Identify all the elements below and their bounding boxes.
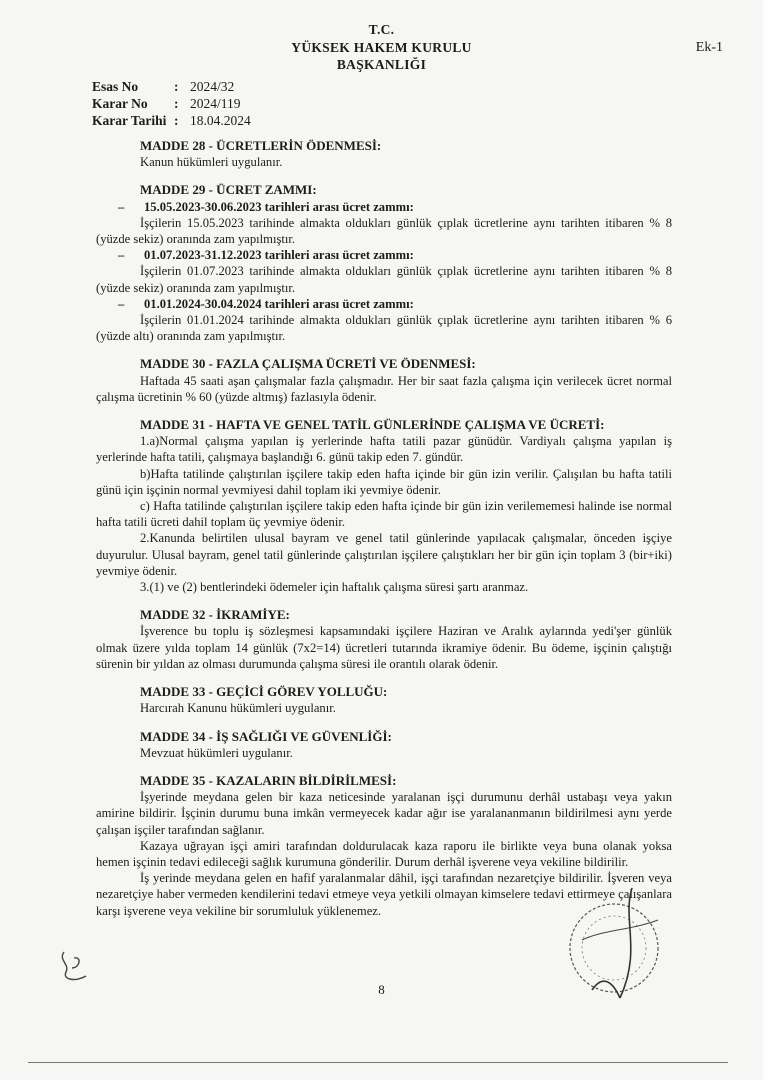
item-title: 01.07.2023-31.12.2023 tarihleri arası ücret zammı: bbox=[144, 248, 414, 263]
article-29-item-2-text: İşçilerin 01.07.2023 tarihinde almakta oldukları günlük çıplak ücretlerine aynı tarihten itibaren % 8 (yüzde sekiz) oranında zam yapılmıştır. bbox=[96, 264, 672, 295]
meta-colon: : bbox=[174, 113, 179, 128]
article-29-item-1-text: İşçilerin 15.05.2023 tarihinde almakta oldukları günlük çıplak ücretlerine aynı tarihten itibaren % 8 (yüzde sekiz) oranında zam yapılmıştır. bbox=[96, 215, 672, 247]
meta-row-karar bbox=[92, 95, 251, 112]
header-tc: T.C. bbox=[368, 22, 395, 37]
meta-key: Karar Tarihi bbox=[92, 113, 167, 128]
article-29-item-1-title: – 15.05.2023-30.06.2023 tarihleri arası ücret zammı: bbox=[118, 199, 414, 214]
article-34-text: Mevzuat hükümleri uygulanır. bbox=[140, 745, 293, 760]
page-number: 8 bbox=[378, 982, 385, 997]
article-29-item-2-title: – 01.07.2023-31.12.2023 tarihleri arası ücret zammı: bbox=[118, 248, 414, 263]
article-35-para-2: Kazaya uğrayan işçi amiri tarafından doldurulacak kaza raporu ile birlikte veya buna olanak yoksa hemen işçinin tedavi edileceği sağlık kurumuna gönderilir. Durum derhâl işverene veya vekiline bildirilir. bbox=[96, 838, 672, 869]
article-31-para-3: c) Hafta tatilinde çalıştırılan işçilere takip eden hafta içinde bir gün izin verilememesi halinde ise normal hafta tatili ücreti dahil toplam üç yevmiye ödenir. bbox=[96, 499, 672, 530]
document-body bbox=[96, 138, 672, 919]
article-32-text: İşverence bu toplu iş sözleşmesi kapsamındaki işçilere Haziran ve Aralık aylarında yedi'şer günlük olmak üzere yılda toplam 14 günlük (7x2=14) ücretleri tutarında ikramiye ödenir. Bu ödeme, işçinin çalıştığı sürenin bir yıldan az olması durumunda çalışma süresi ile orantılı olarak ödenir. bbox=[96, 624, 672, 671]
footer-divider bbox=[28, 1062, 728, 1063]
article-31-para-5: 3.(1) ve (2) bentlerindeki ödemeler için haftalık çalışma süresi şartı aranmaz. bbox=[140, 580, 529, 595]
meta-value: 2024/119 bbox=[190, 96, 241, 111]
meta-row-tarih bbox=[92, 112, 251, 129]
annex-label: Ek-1 bbox=[695, 40, 723, 55]
meta-key: Karar No bbox=[92, 96, 148, 111]
article-32-title: MADDE 32 - İKRAMİYE: bbox=[140, 607, 290, 623]
article-35-title: MADDE 35 - KAZALARIN BİLDİRİLMESİ: bbox=[140, 772, 397, 788]
initials-signature-icon bbox=[56, 946, 96, 986]
meta-colon: : bbox=[174, 96, 179, 111]
article-28-title: MADDE 28 - ÜCRETLERİN ÖDENMESİ: bbox=[140, 138, 382, 153]
article-33-title: MADDE 33 - GEÇİCİ GÖREV YOLLUĞU: bbox=[140, 684, 388, 700]
article-35-para-3: İş yerinde meydana gelen en hafif yaralanmalar dâhil, işçi tarafından nezaretçiye bildirilir. İşveren veya nezaretçiye haber vermeden kendilerini tedavi etmeye veya yetkili olmayan kimselere tedavi ettirmeye çalışanlara karşı işverene veya vekiline bir sorumluluk yüklenemez. bbox=[96, 871, 672, 918]
meta-value: 18.04.2024 bbox=[190, 113, 251, 128]
article-30-text: Haftada 45 saati aşan çalışmalar fazla çalışmadır. Her bir saat fazla çalışma için verilecek ücret normal çalışma ücretinin % 60 (yüzde altmış) fazlasıyla ödenir. bbox=[96, 373, 672, 404]
article-30-title: MADDE 30 - FAZLA ÇALIŞMA ÜCRETİ VE ÖDENMESİ: bbox=[140, 356, 476, 372]
article-29-item-3-title: – 01.01.2024-30.04.2024 tarihleri arası ücret zammı: bbox=[118, 296, 414, 311]
meta-value: 2024/32 bbox=[190, 79, 235, 94]
article-31-para-1: 1.a)Normal çalışma yapılan iş yerlerinde hafta tatili pazar günüdür. Vardiyalı çalışma yapılan iş yerlerinde hafta tatili, çalışmaya başlandığı 6. günü takip eden 7. gündür. bbox=[96, 434, 672, 465]
article-29-item-3-text: İşçilerin 01.01.2024 tarihinde almakta oldukları günlük çıplak ücretlerine aynı tarihten itibaren % 6 (yüzde altı) oranında zam yapılmıştır. bbox=[96, 313, 672, 344]
meta-key: Esas No bbox=[92, 79, 139, 94]
item-title: 01.01.2024-30.04.2024 tarihleri arası ücret zammı: bbox=[144, 296, 414, 311]
article-33-text: Harcırah Kanunu hükümleri uygulanır. bbox=[140, 701, 336, 716]
item-title: 15.05.2023-30.06.2023 tarihleri arası ücret zammı: bbox=[144, 199, 414, 214]
article-28-text: Kanun hükümleri uygulanır. bbox=[140, 155, 283, 170]
case-meta bbox=[92, 78, 251, 129]
article-29-title: MADDE 29 - ÜCRET ZAMMI: bbox=[140, 182, 317, 198]
article-31-para-2: b)Hafta tatilinde çalıştırılan işçilere takip eden hafta içinde bir gün izin verilir. Çalışılan bu hafta tatili günü için işçinin normal yevmiyesi dahil toplam iki yevmiye ödenir. bbox=[96, 466, 672, 497]
header-presidency: BAŞKANLIĞI bbox=[336, 57, 427, 72]
article-35-para-1: İşyerinde meydana gelen bir kaza neticesinde yaralanan işçi durumunu derhâl ustabaşı veya yakın amirine bildirir. İşçinin durumu buna imkân vermeyecek kadar ağır ise yaralananmanın bildirilmesi aynı yerde çalışan işçiler tarafından sağlanır. bbox=[96, 790, 672, 837]
header-institution: YÜKSEK HAKEM KURULU bbox=[291, 40, 472, 55]
article-31-para-4: 2.Kanunda belirtilen ulusal bayram ve genel tatil günlerinde yapılacak çalışmalar, önceden işçiye duyurulur. Ulusal bayram, genel tatil günlerinde çalıştırılan işçilere çalıştıkları her bir gün için toplam 3 (bir+iki) yevmiye ödenir. bbox=[96, 531, 672, 578]
article-31-title: MADDE 31 - HAFTA VE GENEL TATİL GÜNLERİNDE ÇALIŞMA VE ÜCRETİ: bbox=[140, 417, 605, 433]
meta-colon: : bbox=[174, 79, 179, 94]
meta-row-esas bbox=[92, 78, 251, 95]
article-34-title: MADDE 34 - İŞ SAĞLIĞI VE GÜVENLİĞİ: bbox=[140, 728, 392, 744]
